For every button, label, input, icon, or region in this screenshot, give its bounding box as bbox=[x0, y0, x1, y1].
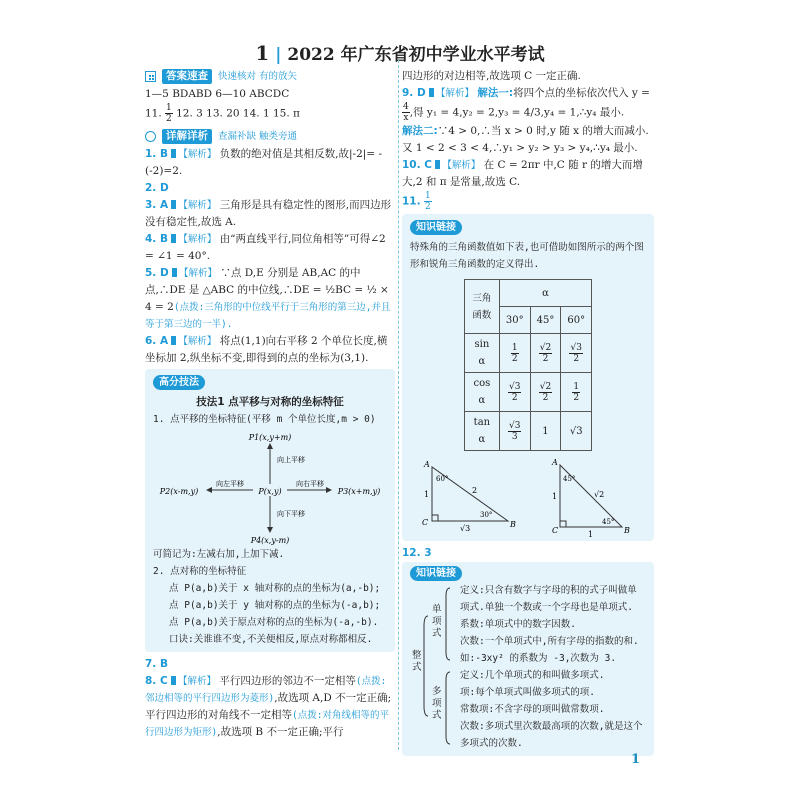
svg-text:P2(x-m,y): P2(x-m,y) bbox=[159, 487, 199, 496]
right-column bbox=[402, 68, 654, 756]
q9-method2: 解法二:∵4 > 0,∴当 x > 0 时,y 随 x 的增大而减小.又 1 < 2 < 3 < 4,∴y₁ > y₂ > y₃ > y₄,∴y₄ 最小. bbox=[402, 125, 649, 154]
svg-text:1: 1 bbox=[588, 530, 594, 537]
answers-line2: 11. $\frac{1}{2}$ 12. 3 13. 20 14. 1 15. π bbox=[145, 103, 300, 124]
svg-text:向上平移: 向上平移 bbox=[277, 456, 305, 464]
q10: 10. C 【解析】 在 C = 2πr 中,C 随 r 的增大而增大,2 和 π 是常量,故选 C. bbox=[402, 159, 643, 188]
svg-text:C: C bbox=[422, 518, 429, 527]
q11: 11. $\frac{1}{2}$ bbox=[402, 191, 431, 212]
svg-text:45°: 45° bbox=[602, 518, 615, 526]
svg-text:C: C bbox=[552, 526, 559, 535]
grid-icon bbox=[145, 71, 156, 82]
q12: 12. 3 bbox=[402, 547, 432, 559]
knowledge-box-2: 知识链接 整式 单项式 多项式 定义:只含有数字与字母的积的式子叫做单项式.单独一个数或一个字母也是单项式. 系数:单项式中的数字因数. 次数:一个单项式中,所有字母的指数的和. 如:-3xy² 的系数为 -3,次数为 3. 定义:几个单项式的和叫做多项式. 项:每个单项式叫做多项式的项. 常数项:不含字母的项叫做常数项. 次数:多项式里次数最高项的次数,就是这个多项式的次数. bbox=[402, 562, 654, 756]
column-divider bbox=[398, 60, 399, 750]
q9: 9. D 【解析】 解法一:将四个点的坐标依次代入 y = $\frac{4}{x}$ ,得 y₁ = 4,y₂ = 2,y₃ = 4/3,y₄ = 1,∴y₄ 最小. bbox=[402, 87, 650, 123]
svg-text:B: B bbox=[510, 520, 516, 529]
q6: 6. A 【解析】 将点(1,1)向右平移 2 个单位长度,横坐标加 2,纵坐标不变,即得到的点的坐标为(3,1). bbox=[145, 335, 388, 364]
svg-text:P3(x+m,y): P3(x+m,y) bbox=[337, 487, 381, 496]
svg-text:向右平移: 向右平移 bbox=[296, 480, 324, 488]
svg-text:P1(x,y+m): P1(x,y+m) bbox=[248, 433, 292, 442]
answers-header: 答案速查 快速核对 有的放矢 bbox=[145, 68, 395, 84]
svg-text:30°: 30° bbox=[480, 511, 493, 519]
svg-text:1: 1 bbox=[424, 490, 430, 499]
q3: 3. A 【解析】 三角形是具有稳定性的图形,而四边形没有稳定性,故选 A. bbox=[145, 199, 392, 228]
svg-text:1: 1 bbox=[552, 492, 558, 501]
triangle-figures bbox=[410, 457, 646, 537]
q8-continued: 四边形的对边相等,故选项 C 一定正确. bbox=[402, 70, 581, 82]
svg-text:√3: √3 bbox=[460, 524, 471, 533]
translation-diagram bbox=[153, 428, 387, 546]
page-title: 1 | 2022 年广东省初中学业水平考试 bbox=[255, 41, 545, 65]
svg-text:45°: 45° bbox=[563, 475, 576, 483]
svg-text:向左平移: 向左平移 bbox=[216, 480, 244, 488]
q5: 5. D 【解析】 ∵点 D,E 分别是 AB,AC 的中点,∴DE 是 △ABC 的中位线,∴DE = ½BC = ½ × 4 = 2(点拨:三角形的中位线平行于三角形的第三边,并且等于第三边的一半). bbox=[145, 267, 391, 330]
left-column bbox=[145, 68, 395, 741]
magnifier-icon bbox=[145, 131, 156, 142]
svg-text:P(x,y): P(x,y) bbox=[258, 487, 282, 496]
brace-lines bbox=[410, 566, 456, 766]
detail-header: 详解详析 查漏补缺 触类旁通 bbox=[145, 128, 395, 144]
svg-text:√2: √2 bbox=[594, 490, 605, 499]
knowledge-box-1: 知识链接 特殊角的三角函数值如下表,也可借助如图所示的两个图形和锐角三角函数的定义得出. 三角函数 α 30° 45° 60° sin α $\frac{1}{2}$ $\frac{√2}{2}$ $\frac{√3}{2}$ cos α $\frac{√3}{2}$ $\frac{√2}{2}$ $\frac{1}{2}$ tan α $\frac{√3}{3}$ 1 √3 A C B 60° 30° 1 2 √3 A C B 45° 45° 1 √2 1 bbox=[402, 214, 654, 541]
svg-text:向下平移: 向下平移 bbox=[277, 510, 305, 518]
q8: 8. C 【解析】 平行四边形的邻边不一定相等(点拨:邻边相等的平行四边形为菱形),故选项 A,D 不一定正确;平行四边形的对角线不一定相等(点拨:对角线相等的平行四边形为矩形),故选项 B 不一定正确;平行 bbox=[145, 675, 392, 738]
svg-text:B: B bbox=[624, 526, 630, 535]
q7: 7. B bbox=[145, 658, 168, 670]
q2: 2. D bbox=[145, 182, 169, 194]
q1: 1. B 【解析】 负数的绝对值是其相反数,故|-2|= -(-2)=2. bbox=[145, 148, 382, 177]
q4: 4. B 【解析】 由“两直线平行,同位角相等”可得∠2 = ∠1 = 40°. bbox=[145, 233, 386, 262]
svg-text:2: 2 bbox=[472, 486, 478, 495]
svg-text:A: A bbox=[552, 458, 558, 467]
skill-box: 高分技法 技法1 点平移与对称的坐标特征 1. 点平移的坐标特征(平移 m 个单位长度,m > 0) P1(x,y+m) P(x,y) P2(x-m,y) P3(x+m,y) P4(x,y-m) 向左平移 向右平移 向上平移 向下平移 可简记为:左减右加,上加下减. 2. 点对称的坐标特征 点 P(a,b)关于 x 轴对称的点的坐标为(a,-b); 点 P(a,b)关于 y 轴对称的点的坐标为(-a,b); 点 P(a,b)关于原点对称的点的坐标为(-a,-b). 口诀:关谁谁不变,不关便相反,原点对称都相反. bbox=[145, 369, 395, 652]
svg-text:A: A bbox=[424, 460, 430, 469]
trig-table: 三角函数 α 30° 45° 60° sin α $\frac{1}{2}$ $\frac{√2}{2}$ $\frac{√3}{2}$ cos α $\frac{√3}{2}$ $\frac{√2}{2}$ $\frac{1}{2}$ tan α $\frac{√3}{3}$ 1 √3 bbox=[464, 279, 592, 451]
svg-text:60°: 60° bbox=[436, 475, 449, 483]
svg-text:P4(x,y-m): P4(x,y-m) bbox=[250, 536, 290, 545]
page-number: 1 bbox=[630, 752, 640, 767]
answers-line1: 1—5 BDABD 6—10 ABCDC bbox=[145, 88, 290, 100]
